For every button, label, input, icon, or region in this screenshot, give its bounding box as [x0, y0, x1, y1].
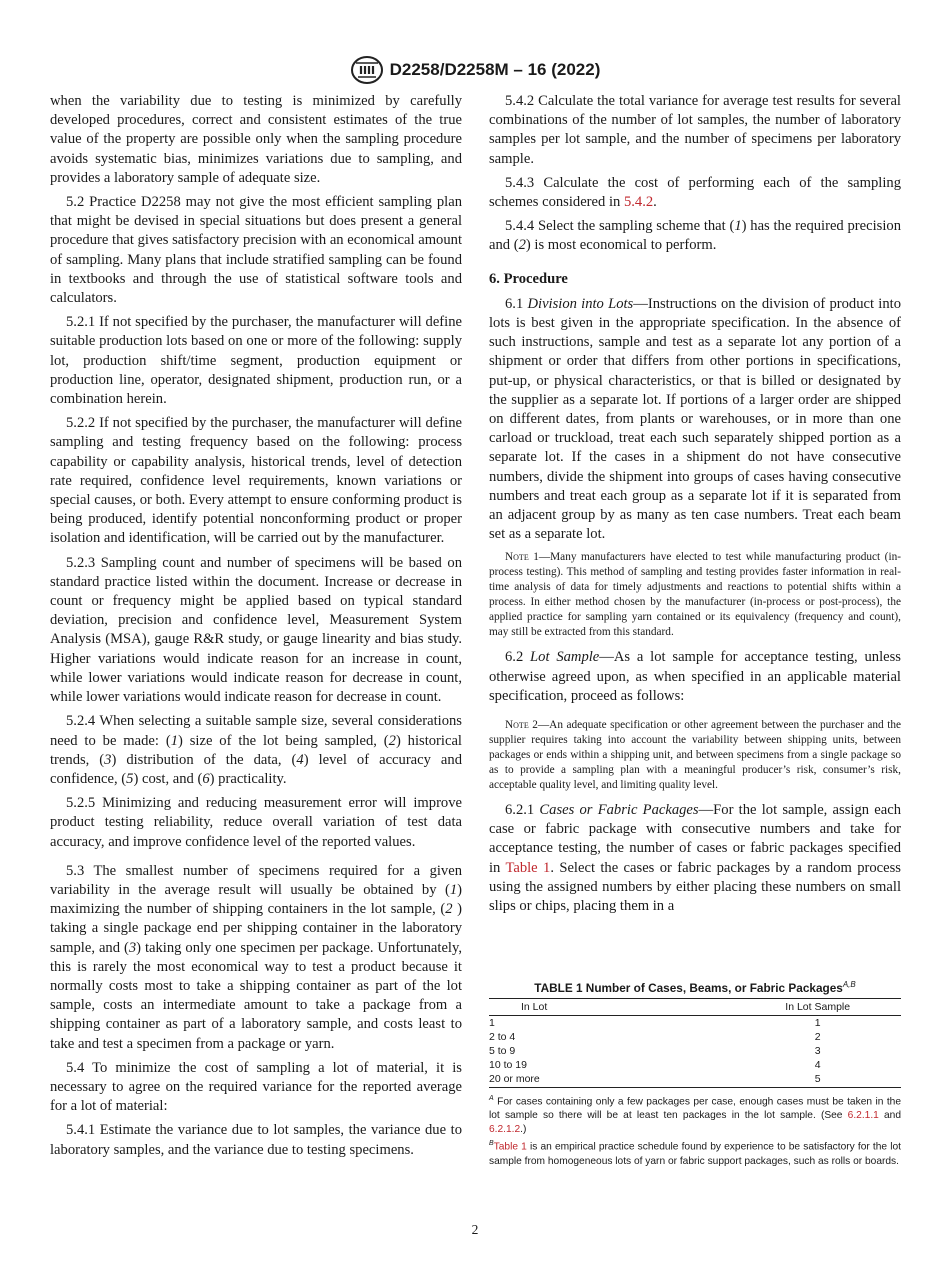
section-5-4: 5.4 To minimize the cost of sampling a lot of material, it is necessary to agree on the required variance for the reported average for a lot of material: [50, 1059, 462, 1115]
cell-in-lot: 1 [489, 1016, 495, 1029]
section-5-4-2: 5.4.2 Calculate the total variance for average test results for several combinations of the number of lot samples, the number of laboratory samples per lot sample, and the number of specimens per laboratory sample. [489, 93, 901, 167]
table-row [489, 1072, 901, 1088]
section-heading-procedure: 6. Procedure [489, 270, 568, 287]
section-6-2-1: 6.2.1 Cases or Fabric Packages—For the lot sample, assign each case or fabric package with consecutive numbers and take for acceptance testing, the number of cases or fabric packages specified in Table 1. Select the cases or fabric packages by a random process using the assigned numbers by either placing these numbers on small slips or chips, placing them in a [489, 802, 901, 915]
table-footnote-a: $^A$ For cases containing only a few packages per case, enough cases must be taken in the lot sample so there will be at least ten packages in the lot sample. (See 6.2.1.1 and 6.2.1.2.) [489, 1094, 902, 1136]
table-caption: TABLE 1 Number of Cases, Beams, or Fabric Packages$^{A,B}$ [534, 980, 856, 995]
cell-in-lot-sample: 4 [814, 1058, 821, 1071]
section-6-1: 6.1 Division into Lots—Instructions on the division of product into lots is best given in the appropriate specification. In the absence of such instructions, sample and test as a separate lot any portion of a shipment or order that differs from other portions in specifications, put-up, or physical characteristics, or that is billed or designated by the supplier as a separate lot. If portions of a larger order are shipped on different dates, from plants or warehouses, or in more than one carload or truckload, treat each such separately shipped portion as a separate lot. If the cases in a shipment do not have consecutive numbers, divide the shipment into groups of cases having consecutive numbers and treat each group as a separate lot if it is separated from an adjacent group by as many as ten case numbers. Treat each beam set as a separate lot. [489, 295, 901, 543]
link-6-2-1-1[interactable]: 6.2.1.1 [847, 1110, 879, 1122]
table-1 [489, 980, 901, 1169]
cell-in-lot-sample: 5 [674, 1072, 901, 1088]
table-1-grid [489, 998, 901, 1088]
note-2: Note 2—An adequate specification or other agreement between the purchaser and the supplier requires taking into account the variability between shipping units, between packages or ends within a shipping unit, and between specimens from a single package so as to provide a sampling plan with a meaningful producer’s risk, consumer’s risk, acceptable quality level, and limiting quality level. [489, 719, 901, 792]
link-6-2-1-2[interactable]: 6.2.1.2 [489, 1124, 521, 1136]
section-5-3: 5.3 The smallest number of specimens required for a given variability in the average result will usually be obtained by (1) maximizing the number of shipping containers in the lot sample, (2 ) taking a single package end per shipping container in the laboratory sample, and (3) taking only one specimen per package. Unfortunately, this is rarely the most economical way to test a product because it normally costs most to take a shipping container as part of the lot sample, costs an intermediate amount to take a package from a shipping container as part of a laboratory sample, and costs least to take and test a specimen from a package or yarn. [50, 862, 463, 1052]
table-header-row [489, 998, 901, 1015]
section-5-2-3: 5.2.3 Sampling count and number of specimens will be based on standard practice listed within the document. Increase or decrease in count or frequency might be applied based on typical standard deviation, precision and confidence level, Measurement System Analysis (MSA), gauge R&R study, or gauge linearity and bias study. Higher variations would indicate reason for an increase in count, while lower variations would indicate reason for decrease in count, while lower variations would indicate reason for decrease in count. [50, 554, 462, 706]
section-5-4-4: 5.4.4 Select the sampling scheme that (1) has the required precision and (2) is most economical to perform. [489, 218, 901, 254]
note-1: Note 1—Many manufacturers have elected to test while manufacturing product (in-process testing). This method of sampling and testing provides faster information in real-time analysis of data for timely adjustments and reactions to potential shifts within a process. In either method chosen by the manufacturer (in-process or post-process), the applied practice for sampling yarn contained or its equivalency (frequency and count), may still be extracted from this standard. [489, 551, 901, 639]
page-number: 2 [471, 1222, 479, 1237]
cell-in-lot-sample: 1 [814, 1016, 821, 1029]
paragraph-continuation: when the variability due to testing is minimized by carefully developed procedures, correct and consistent estimates of the true value of the property are possible only when the sampling procedure avoids systematic bias, minimizes variations due to sampling, and provides a laboratory sample of adequate size. [50, 93, 462, 186]
cell-in-lot: 5 to 9 [489, 1044, 516, 1057]
section-5-2-2: 5.2.2 If not specified by the purchaser, the manufacturer will define sampling and testing frequency based on the following: process capability or capability analysis, historical trends, level of detection rate required, confidence level requirements, known variations or special causes, or both. Every attempt to ensure conforming product is being produced, identify potential nonconforming product or proper isolation and identification, will be carried out by the manufacturer. [50, 415, 462, 547]
link-5-4-2[interactable]: 5.4.2 [623, 194, 654, 211]
table-row [489, 1058, 901, 1072]
column-header-in-lot-sample: In Lot Sample [674, 998, 901, 1015]
section-5-2: 5.2 Practice D2258 may not give the most efficient sampling plan that might be devised in special situations but does present a general procedure that gives satisfactory precision with an economical amount of sampling. Many plans that include stratified sampling can be found in textbooks and through the use of statistical software tools and calculators. [50, 194, 462, 307]
section-5-2-1: 5.2.1 If not specified by the purchaser, the manufacturer will define suitable production lots based on one or more of the following: supply lot, production shift/time segment, production equipment or production line, operator, designated shipment, production run, or a combination herein. [50, 314, 462, 408]
left-column [50, 92, 462, 1165]
standard-designation: D2258/D2258M – 16 (2022) [389, 60, 601, 79]
table-footnote-b: $^B$Table 1 is an empirical practice schedule found by experience to be satisfactory for the lot sample from homogeneous lots of yarn or fabric support packages, such as rolls or boards. [489, 1140, 901, 1167]
table-row [489, 1015, 901, 1030]
link-table-1[interactable]: Table 1 [505, 859, 551, 876]
link-table-1-footnote[interactable]: Table 1 [493, 1141, 527, 1153]
section-5-2-5: 5.2.5 Minimizing and reducing measurement error will improve product testing reliability, reduce overall variation of test data accuracy, and improve confidence level of the reported values. [50, 795, 462, 850]
cell-in-lot: 20 or more [489, 1072, 674, 1088]
section-6-2: 6.2 Lot Sample—As a lot sample for acceptance testing, unless otherwise agreed upon, as when specified in an applicable material specification, proceed as follows: [489, 649, 901, 704]
astm-logo-icon [350, 55, 384, 85]
cell-in-lot-sample: 2 [814, 1030, 821, 1043]
cell-in-lot: 10 to 19 [489, 1058, 527, 1071]
section-5-4-3: 5.4.3 Calculate the cost of performing each of the sampling schemes considered in 5.4.2. [489, 174, 901, 211]
table-row [489, 1030, 901, 1044]
page-header [0, 55, 950, 85]
cell-in-lot: 2 to 4 [489, 1030, 516, 1043]
section-5-4-1: 5.4.1 Estimate the variance due to lot samples, the variance due to laboratory samples, and the variance due to testing specimens. [50, 1122, 462, 1158]
right-column [489, 92, 901, 921]
table-row [489, 1044, 901, 1058]
column-header-in-lot: In Lot [489, 998, 674, 1015]
cell-in-lot-sample: 3 [814, 1044, 821, 1057]
section-5-2-4: 5.2.4 When selecting a suitable sample size, several considerations need to be made: (1) size of the lot being sampled, (2) historical trends, (3) distribution of the data, (4) level of accuracy and confidence, (5) cost, and (6) practicality. [50, 713, 462, 787]
